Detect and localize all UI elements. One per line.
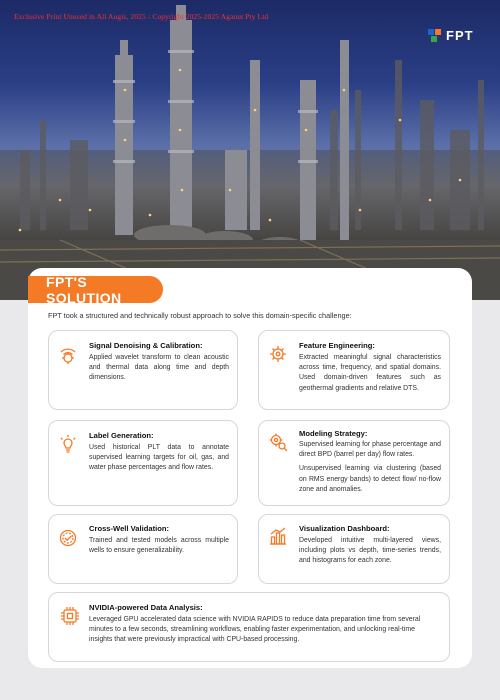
section-title: FPT'S SOLUTION: [28, 276, 163, 303]
fpt-logo-mark: [428, 29, 442, 43]
card-nvidia-data-analysis: [48, 592, 450, 662]
card-title: Cross-Well Validation:: [89, 524, 170, 533]
card-signal-denoising: [48, 330, 238, 410]
card-label-generation: [48, 420, 238, 506]
card-body: Applied wavelet transform to clean acoustic and thermal data along time and depth dimensions.: [89, 354, 229, 382]
fpt-logo-text: FPT: [446, 28, 474, 43]
card-modeling-strategy: [258, 420, 450, 506]
lightbulb-gear-icon: [57, 433, 79, 455]
card-body: Trained and tested models across multiple wells to ensure generalizability.: [89, 537, 229, 555]
fpt-logo: [428, 28, 474, 43]
card-body: Extracted meaningful signal characteristics across time, frequency, and spatial domains. Used domain-driven features such as geothermal gradients and relative DTS.: [299, 354, 441, 392]
card-cross-well-validation: [48, 514, 238, 584]
card-body-supervised: Supervised learning for phase percentage and direct BPD (barrel per day) flow rates.: [299, 441, 441, 459]
card-visualization-dashboard: [258, 514, 450, 584]
wifi-gear-icon: [57, 345, 79, 367]
card-title: Modeling Strategy:: [299, 429, 368, 438]
card-title: Signal Denoising & Calibration:: [89, 341, 203, 350]
card-feature-engineering: [258, 330, 450, 410]
card-body-unsupervised: Unsupervised learning via clustering (based on RMS energy bands) to detect flow/ no-flow zone and anomalies.: [299, 465, 441, 493]
check-badge-icon: [57, 527, 79, 549]
card-title: Visualization Dashboard:: [299, 524, 390, 533]
card-body: Used historical PLT data to annotate supervised learning targets for oil, gas, and water phase percentages and flow rates.: [89, 444, 229, 472]
refinery-illustration: [0, 0, 500, 300]
gear-search-icon: [267, 431, 289, 453]
section-intro: FPT took a structured and technically robust approach to solve this domain-specific challenge:: [48, 311, 352, 320]
card-title: NVIDIA-powered Data Analysis:: [89, 603, 203, 612]
cpu-chip-icon: [59, 605, 81, 627]
card-body: Leveraged GPU accelerated data science with NVIDIA RAPIDS to reduce data preparation time from several minutes to a few seconds, streamlining workflows, enabling faster experimentation, and unlocking real-time insights that were previously impractical with CPU-based processing.: [89, 616, 421, 644]
copyright-notice: Exclusive Print Unused in All Augis, 2025 - Copyright 2025-2025 Aganut Pty Ltd: [14, 12, 269, 21]
card-title: Feature Engineering:: [299, 341, 375, 350]
card-title: Label Generation:: [89, 431, 154, 440]
card-body: Developed intuitive multi-layered views, including plots vs depth, time-series trends, and histograms for each zone.: [299, 537, 441, 565]
bar-chart-icon: [267, 525, 289, 547]
hero-image: [0, 0, 500, 300]
gear-lamp-icon: [267, 343, 289, 365]
card-body: [299, 440, 441, 499]
